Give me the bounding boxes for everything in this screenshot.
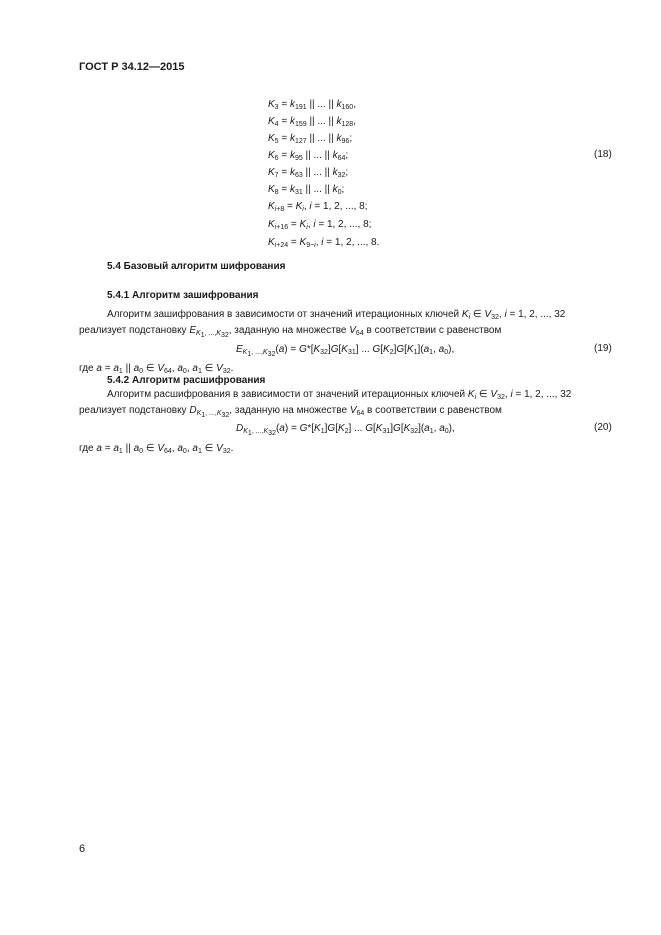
eq-line-k8: $K_8 = k_{31}$ || ... || $k_0$; [268, 184, 345, 196]
section-title-5-4-1: 5.4.1 Алгоритм зашифрования [107, 290, 259, 301]
eq-line-k6: $K_6 = k_{95}$ || ... || $k_{64}$; [268, 150, 349, 162]
document-header: ГОСТ Р 34.12—2015 [79, 61, 185, 73]
para-5-4-2-line-2: реализует подстановку $D_{K_1, ...,K_{32}}$, заданную на множестве $V_{64}$ в соответствии с равенством [79, 405, 502, 419]
section-title-5-4-2: 5.4.2 Алгоритм расшифрования [107, 375, 266, 386]
where-clause-19: где $a = a_1$ || $a_0$ ∈ $V_{64}$, $a_0$, $a_1$ ∈ $V_{32}$. [79, 363, 234, 375]
page-number: 6 [79, 843, 86, 855]
section-title-5-4: 5.4 Базовый алгоритм шифрования [107, 261, 286, 272]
para-5-4-2-line-1: Алгоритм расшифрования в зависимости от значений итерационных ключей $K_i$ ∈ $V_{32}$, i = 1, 2, ..., 32 [107, 389, 572, 401]
equation-number-19: (19) [594, 343, 612, 354]
eq-line-k4: $K_4 = k_{159}$ || ... || $k_{128}$, [268, 116, 356, 128]
eq-line-ki8: $K_{i+8} = K_i$, i = 1, 2, ..., 8; [268, 201, 368, 213]
formula-20: $D_{K_1, ...,K_{32}}(a) = G*[K_1]G[K_2]$ ... $G[K_{31}]G[K_{32}](a_1$, $a_0$), [236, 423, 455, 437]
equation-number-20: (20) [594, 422, 612, 433]
equation-number-18: (18) [594, 149, 612, 160]
para-5-4-1-line-2: реализует подстановку $E_{K_1, ...,K_{32}}$, заданную на множестве $V_{64}$ в соответствии с равенством [79, 325, 502, 339]
formula-19: $E_{K_1, ...,K_{32}}(a) = G*[K_{32}]G[K_{31}]$ ... $G[K_2]G[K_1](a_1$, $a_0$), [236, 344, 455, 358]
para-5-4-1-line-1: Алгоритм зашифрования в зависимости от значений итерационных ключей $K_i$ ∈ $V_{32}$, i = 1, 2, ..., 32 [107, 309, 566, 321]
where-clause-20: где $a = a_1$ || $a_0$ ∈ $V_{64}$, $a_0$, $a_1$ ∈ $V_{32}$. [79, 443, 234, 455]
eq-line-ki16: $K_{i+16} = K_i$, i = 1, 2, ..., 8; [268, 219, 372, 231]
eq-line-k7: $K_7 = k_{63}$ || ... || $k_{32}$; [268, 167, 349, 179]
eq-line-k5: $K_5 = k_{127}$ || ... || $k_{96}$; [268, 133, 353, 145]
eq-line-k3: $K_3 = k_{191}$ || ... || $k_{160}$, [268, 99, 356, 111]
eq-line-ki24: $K_{i+24} = K_{9-i}$, i = 1, 2, ..., 8. [268, 237, 380, 249]
